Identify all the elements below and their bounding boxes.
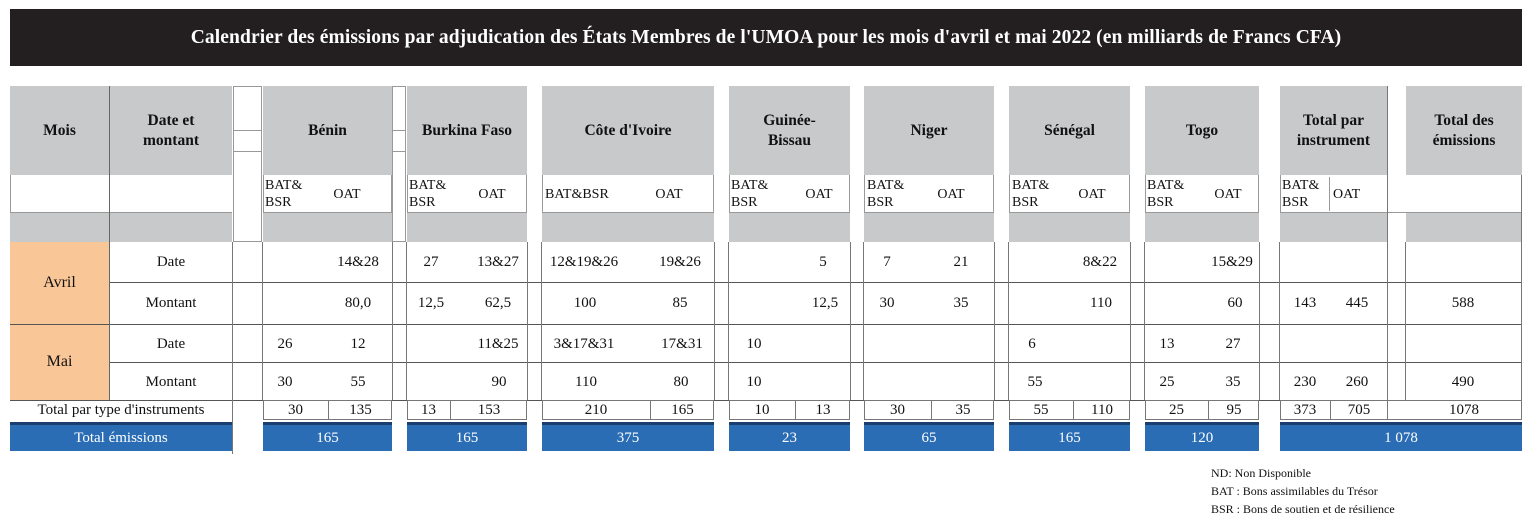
total-emissions-togo: 120 — [1145, 422, 1259, 451]
avril-montant-niger-bat: 30 — [879, 294, 895, 311]
avril-montant-tot-oat: 445 — [1345, 294, 1369, 311]
sub-niger-bat: BAT& BSR — [867, 178, 905, 210]
avril-date-togo-oat: 15&29 — [1211, 253, 1253, 270]
mai-montant-sen-bat: 55 — [1027, 373, 1043, 390]
row-label-date: Date — [156, 253, 186, 270]
sub-ci-oat: OAT — [655, 186, 683, 202]
total-type-burkina-bat: 13 — [421, 401, 436, 418]
header-togo: Togo — [1145, 86, 1259, 175]
header-senegal: Sénégal — [1009, 86, 1130, 175]
header-mois: Mois — [10, 86, 109, 175]
avril-montant-benin-oat: 80,0 — [344, 294, 372, 311]
avril-montant-total: 588 — [1451, 294, 1475, 311]
total-type-tot-oat: 705 — [1347, 401, 1371, 418]
header-date-montant: Date et montant — [110, 86, 232, 175]
avril-montant-niger-oat: 35 — [953, 294, 969, 311]
mai-date-benin-oat: 12 — [350, 335, 366, 352]
mai-montant-total: 490 — [1451, 373, 1475, 390]
mai-date-togo-bat: 13 — [1159, 335, 1175, 352]
total-type-total: 1078 — [1449, 401, 1479, 418]
total-type-togo-bat: 25 — [1169, 401, 1184, 418]
sub-gb-bat: BAT& BSR — [731, 178, 769, 210]
total-type-niger-oat: 35 — [955, 401, 971, 418]
mai-date-ci-oat: 17&31 — [661, 335, 703, 352]
header-guinee: Guinée-Bissau — [729, 86, 850, 175]
header-total-instrument: Total par instrument — [1280, 86, 1387, 175]
mai-montant-gb-bat: 10 — [746, 373, 762, 390]
total-type-ci-bat: 210 — [584, 401, 608, 418]
total-type-sen-oat: 110 — [1091, 401, 1113, 418]
total-type-benin-oat: 135 — [349, 401, 372, 418]
footnote-nd: ND: Non Disponible — [1211, 466, 1311, 480]
avril-date-ci-bat: 12&19&26 — [549, 253, 619, 270]
total-type-ci-oat: 165 — [671, 401, 694, 418]
mai-montant-ci-bat: 110 — [575, 373, 597, 390]
mai-montant-burkina-oat: 90 — [491, 373, 507, 390]
header-total-emissions: Total des émissions — [1406, 86, 1522, 175]
mai-montant-togo-bat: 25 — [1159, 373, 1175, 390]
avril-date-niger-bat: 7 — [883, 253, 891, 270]
sub-togo-bat: BAT& BSR — [1147, 178, 1185, 210]
total-type-sen-bat: 55 — [1033, 401, 1049, 418]
footnote-bat: BAT : Bons assimilables du Trésor — [1211, 484, 1378, 498]
row-label-montant: Montant — [145, 294, 197, 311]
mai-date-togo-oat: 27 — [1225, 335, 1241, 352]
avril-montant-togo-oat: 60 — [1227, 294, 1243, 311]
total-type-gb-oat: 13 — [815, 401, 831, 418]
mai-montant-ci-oat: 80 — [673, 373, 689, 390]
avril-montant-ci-oat: 85 — [672, 294, 688, 311]
mai-date-burkina-oat: 11&25 — [477, 335, 519, 352]
header-benin: Bénin — [263, 86, 392, 175]
total-emissions-burkina: 165 — [407, 422, 527, 451]
footnote-bsr: BSR : Bons de soutien et de résilience — [1211, 502, 1395, 516]
total-type-label: Total par type d'instruments — [37, 401, 205, 418]
total-emissions-ci: 375 — [542, 422, 714, 451]
mai-montant-tot-bat: 230 — [1293, 373, 1317, 390]
row-label-montant: Montant — [145, 373, 197, 390]
mai-date-gb-bat: 10 — [746, 335, 762, 352]
total-type-togo-oat: 95 — [1226, 401, 1242, 418]
sub-tot-bat: BAT& BSR — [1282, 177, 1330, 211]
mai-date-sen-bat: 6 — [1028, 335, 1036, 352]
sub-tot-oat: OAT — [1333, 186, 1361, 202]
total-type-niger-bat: 30 — [890, 401, 905, 418]
sub-togo-oat: OAT — [1214, 186, 1242, 202]
total-emissions-benin: 165 — [263, 422, 392, 451]
avril-montant-ci-bat: 100 — [573, 294, 597, 311]
page-title: Calendrier des émissions par adjudication des États Membres de l'UMOA pour les mois d'avril et mai 2022 (en milliards de Francs CFA) — [10, 9, 1522, 66]
mai-date-ci-bat: 3&17&31 — [553, 335, 615, 352]
avril-montant-gb-oat: 12,5 — [811, 294, 839, 311]
avril-montant-burkina-bat: 12,5 — [417, 294, 445, 311]
sub-gb-oat: OAT — [805, 186, 833, 202]
sub-benin-oat: OAT — [333, 186, 361, 202]
total-emissions-total: 1 078 — [1280, 422, 1522, 451]
total-emissions-sen: 165 — [1009, 422, 1130, 451]
sub-burkina-bat: BAT& BSR — [409, 178, 447, 210]
sub-sen-oat: OAT — [1078, 186, 1106, 202]
month-avril: Avril — [10, 242, 109, 324]
sub-benin-bat: BAT& BSR — [265, 178, 303, 210]
avril-date-gb-oat: 5 — [819, 253, 827, 270]
avril-date-benin-oat: 14&28 — [337, 253, 379, 270]
total-emissions-niger: 65 — [864, 422, 994, 451]
avril-date-burkina-oat: 13&27 — [477, 253, 519, 270]
avril-montant-burkina-oat: 62,5 — [484, 294, 512, 311]
mai-montant-togo-oat: 35 — [1225, 373, 1241, 390]
mai-montant-benin-oat: 55 — [350, 373, 366, 390]
total-type-benin-bat: 30 — [288, 401, 303, 418]
header-niger: Niger — [864, 86, 994, 175]
total-type-gb-bat: 10 — [754, 401, 770, 418]
avril-date-burkina-bat: 27 — [423, 253, 439, 270]
sub-sen-bat: BAT& BSR — [1012, 178, 1050, 210]
mai-montant-tot-oat: 260 — [1345, 373, 1369, 390]
sub-burkina-oat: OAT — [478, 186, 506, 202]
total-type-burkina-oat: 153 — [477, 401, 501, 418]
total-emissions-gb: 23 — [729, 422, 850, 451]
avril-date-ci-oat: 19&26 — [659, 253, 701, 270]
header-burkina: Burkina Faso — [407, 86, 527, 175]
avril-date-niger-oat: 21 — [953, 253, 969, 270]
mai-montant-benin-bat: 30 — [277, 373, 293, 390]
avril-date-sen-oat: 8&22 — [1082, 253, 1118, 270]
mai-date-benin-bat: 26 — [277, 335, 293, 352]
sub-niger-oat: OAT — [937, 186, 965, 202]
sub-ci-bat: BAT&BSR — [545, 186, 609, 202]
avril-montant-sen-oat: 110 — [1090, 294, 1112, 311]
total-emissions-label: Total émissions — [10, 422, 232, 451]
total-type-tot-bat: 373 — [1293, 401, 1317, 418]
month-mai: Mai — [10, 324, 109, 400]
row-label-date: Date — [156, 335, 186, 352]
header-cote-ivoire: Côte d'Ivoire — [542, 86, 714, 175]
avril-montant-tot-bat: 143 — [1293, 294, 1317, 311]
